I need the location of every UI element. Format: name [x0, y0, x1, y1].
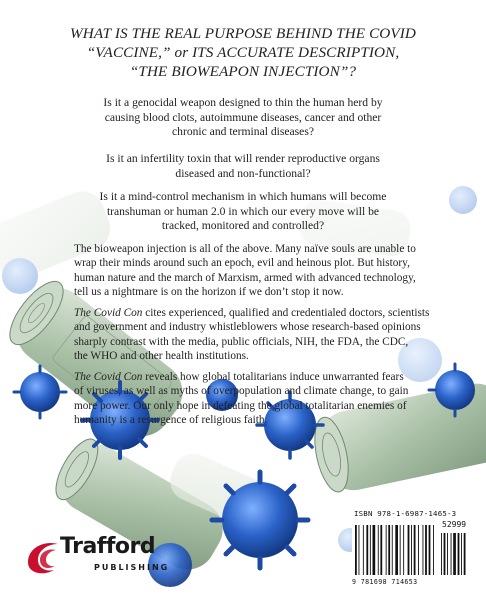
barcode	[355, 519, 467, 577]
text-line: causing blood clots, autoimmune diseases, cancer and other	[104, 110, 382, 124]
heading-line: “THE BIOWEAPON INJECTION”?	[129, 63, 357, 80]
text-line	[74, 370, 466, 384]
barcode-bar	[451, 533, 452, 575]
text-line: humanity is a resurgence of religious faith.	[74, 413, 268, 426]
barcode-bar	[355, 525, 357, 575]
barcode-bar	[444, 533, 446, 575]
text-span: cites experienced, qualified and credentialed doctors, scientists	[142, 307, 430, 319]
isbn-label: ISBN 978-1-6987-1465-3	[354, 509, 457, 518]
barcode-bar	[359, 525, 360, 575]
virus-shape	[449, 186, 477, 214]
barcode-bar	[425, 525, 427, 575]
barcode-bar	[433, 525, 434, 575]
barcode-bar	[411, 525, 412, 575]
text-span: reveals how global totalitarians induce unwarranted fears	[142, 371, 404, 383]
text-line: human nature and the march of Marxism, armed with advanced technology,	[74, 271, 416, 284]
body-paragraph	[74, 242, 466, 299]
back-cover-heading	[0, 24, 486, 81]
barcode-bar	[373, 525, 376, 575]
heading-line: “VACCINE,” or ITS ACCURATE DESCRIPTION,	[86, 44, 400, 61]
barcode-bar	[408, 525, 410, 575]
barcode-bar	[423, 525, 424, 575]
text-line: of viruses, as well as myths of overpopulation and climate change, to gain	[74, 385, 409, 398]
text-line: sharply contrast with the media, public officials, NIH, the FDA, the CDC,	[74, 335, 409, 348]
barcode-bar	[380, 525, 382, 575]
barcode-number: 9 781698 714653	[352, 578, 418, 586]
barcode-bar	[366, 525, 368, 575]
barcode-bar	[418, 525, 419, 575]
barcode-bar	[386, 525, 387, 575]
text-line: Is it an infertility toxin that will render reproductive organs	[106, 152, 380, 165]
barcode-bar	[464, 533, 466, 575]
publisher-name: Trafford	[60, 534, 156, 559]
barcode-bar	[453, 533, 456, 575]
publisher-subtitle: PUBLISHING	[94, 563, 170, 572]
book-title: The Covid Con	[74, 371, 143, 383]
price-code: 52999	[442, 520, 467, 529]
question-paragraph	[40, 96, 446, 140]
text-line: transhuman or human 2.0 in which our every move will be	[106, 204, 380, 218]
text-line: Is it a mind-control mechanism in which humans will become	[99, 190, 387, 203]
question-paragraph	[40, 152, 446, 181]
barcode-bar	[458, 533, 460, 575]
barcode-bar	[378, 525, 379, 575]
barcode-bar	[395, 525, 398, 575]
virus-shape	[2, 258, 38, 294]
barcode-bar	[461, 533, 462, 575]
virus-shape	[212, 472, 308, 568]
text-line: more power. Our only hope in defeating the global totalitarian enemies of	[74, 399, 407, 412]
text-line: diseased and non-functional?	[175, 166, 311, 180]
barcode-bar	[414, 525, 416, 575]
text-line: Is it a genocidal weapon designed to thin the human herd by	[103, 96, 383, 109]
text-line: wrap their minds around such an epoch, evil and heinous plot. But history,	[74, 257, 410, 270]
text-line: tell us a nightmare is on the horizon if we don’t stop it now.	[74, 285, 344, 298]
heading-line: WHAT IS THE REAL PURPOSE BEHIND THE COVID	[70, 25, 416, 42]
text-line: The bioweapon injection is all of the above. Many naïve souls are unable to	[74, 243, 416, 255]
barcode-bar	[429, 525, 431, 575]
body-paragraph	[74, 370, 466, 427]
barcode-bar	[388, 525, 390, 575]
text-line	[74, 306, 466, 320]
barcode-bar	[392, 525, 393, 575]
barcode-bar	[400, 525, 401, 575]
barcode-bar	[370, 525, 371, 575]
book-title: The Covid Con	[74, 307, 143, 319]
barcode-bar	[441, 533, 442, 575]
text-line: chronic and terminal diseases?	[172, 125, 314, 139]
barcode-bar	[363, 525, 364, 575]
text-line: and government and industry whistleblowers whose research-based opinions	[74, 321, 421, 334]
text-line: the WHO and other health institutions.	[74, 349, 249, 362]
text-line: tracked, monitored and controlled?	[161, 219, 325, 233]
barcode-bar	[447, 533, 448, 575]
barcode-bar	[403, 525, 404, 575]
question-paragraph	[40, 190, 446, 234]
body-paragraph	[74, 306, 466, 363]
